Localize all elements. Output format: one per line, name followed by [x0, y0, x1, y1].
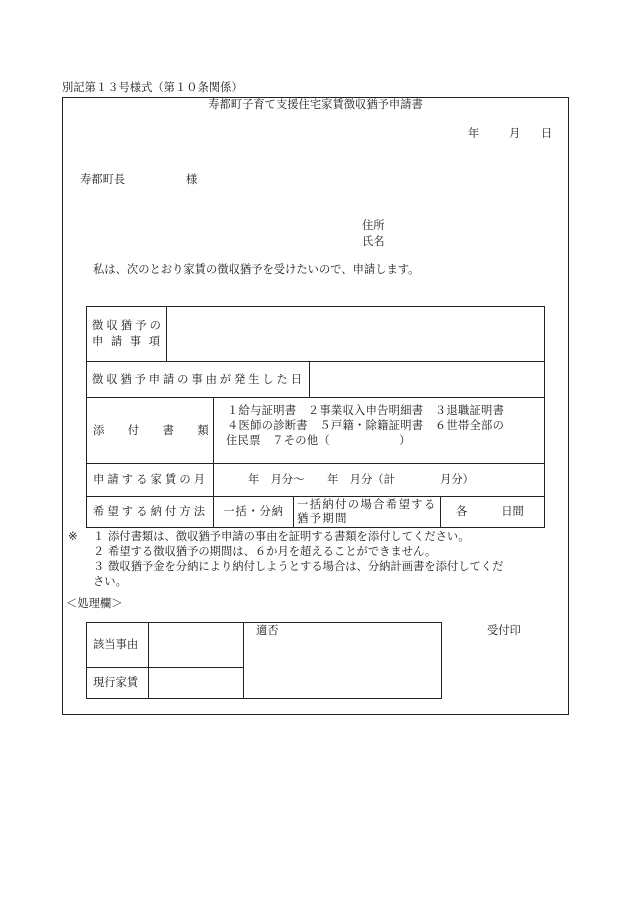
date-year-label: 年 [468, 127, 480, 140]
attachments-label: 添 付 書 類 [93, 424, 215, 437]
approval-label: 適否 [256, 624, 279, 637]
deferral-items-value-cell [166, 306, 545, 362]
deferral-period-label-line: 猶予期間 [297, 512, 348, 525]
attachments-list-cell [213, 397, 545, 464]
application-statement: 私は、次のとおり家賃の徴収猶予を受けたいので、申請します。 [93, 263, 420, 276]
approval-cell [243, 622, 442, 699]
current-rent-label: 現行家賃 [93, 676, 139, 689]
note-text: 添付書類は、徴収猶予申請の事由を証明する書類を添付してください。 [108, 530, 470, 543]
current-rent-value-cell [148, 667, 244, 699]
reason-label-cell [86, 622, 149, 668]
form-reference: 別記第１３号様式（第１０条関係） [62, 81, 243, 94]
deferral-items-label-cell [86, 306, 167, 362]
deferral-period-value: 各 日間 [456, 505, 524, 518]
note-number: ３ [93, 560, 105, 573]
processing-heading: ＜処理欄＞ [66, 597, 123, 610]
attachments-label-cell [86, 397, 214, 464]
occurrence-date-value-cell [309, 361, 545, 398]
date-day-label: 日 [541, 127, 553, 140]
payment-method-label: 希望する納付方法 [93, 505, 209, 518]
note-mark: ※ [68, 530, 78, 543]
note-number: １ [93, 530, 105, 543]
reason-value-cell [148, 622, 244, 668]
note-number: ２ [93, 545, 105, 558]
attachments-list-line: ４医師の診断書 ５戸籍・除籍証明書 ６世帯全部の [227, 419, 505, 432]
form-title: 寿都町子育て支援住宅家賃徴収猶予申請書 [208, 98, 423, 111]
deferral-items-label-line: 徴収猶予の [92, 319, 164, 332]
payment-method-options-cell [213, 496, 294, 528]
occurrence-date-label-cell [86, 361, 310, 398]
receipt-stamp-label: 受付印 [487, 624, 521, 637]
rent-months-label-cell [86, 463, 214, 497]
reason-label: 該当事由 [93, 638, 139, 651]
addressee-name: 寿都町長 [80, 173, 126, 186]
rent-months-value-cell [213, 463, 545, 497]
deferral-period-value-cell [440, 496, 545, 528]
deferral-items-label-line: 申請事項 [92, 335, 168, 348]
deferral-period-label-cell [293, 496, 441, 528]
date-month-label: 月 [509, 127, 521, 140]
occurrence-date-label: 徴収猶予申請の事由が発生した日 [92, 373, 305, 386]
payment-method-options: 一括・分納 [223, 505, 284, 518]
rent-months-value: 年 月分～ 年 月分（計 月分） [248, 473, 474, 486]
note-text: 徴収猶予金を分納により納付しようとする場合は、分納計画書を添付してくだ [108, 560, 504, 573]
rent-months-label: 申請する家賃の月 [93, 473, 209, 486]
attachments-list-line: 住民票 ７その他（ ） [226, 434, 411, 447]
address-label: 住所 [362, 219, 385, 232]
name-label: 氏名 [362, 235, 385, 248]
payment-method-label-cell [86, 496, 214, 528]
deferral-period-label-line: 一括納付の場合希望する [297, 498, 437, 511]
current-rent-label-cell [86, 667, 149, 699]
note-text: 希望する徴収猶予の期間は、６か月を超えることができません。 [108, 545, 437, 558]
addressee-honorific: 様 [186, 173, 198, 186]
attachments-list-line: １給与証明書 ２事業収入申告明細書 ３退職証明書 [227, 404, 505, 417]
note-text-continuation: さい。 [93, 575, 127, 588]
